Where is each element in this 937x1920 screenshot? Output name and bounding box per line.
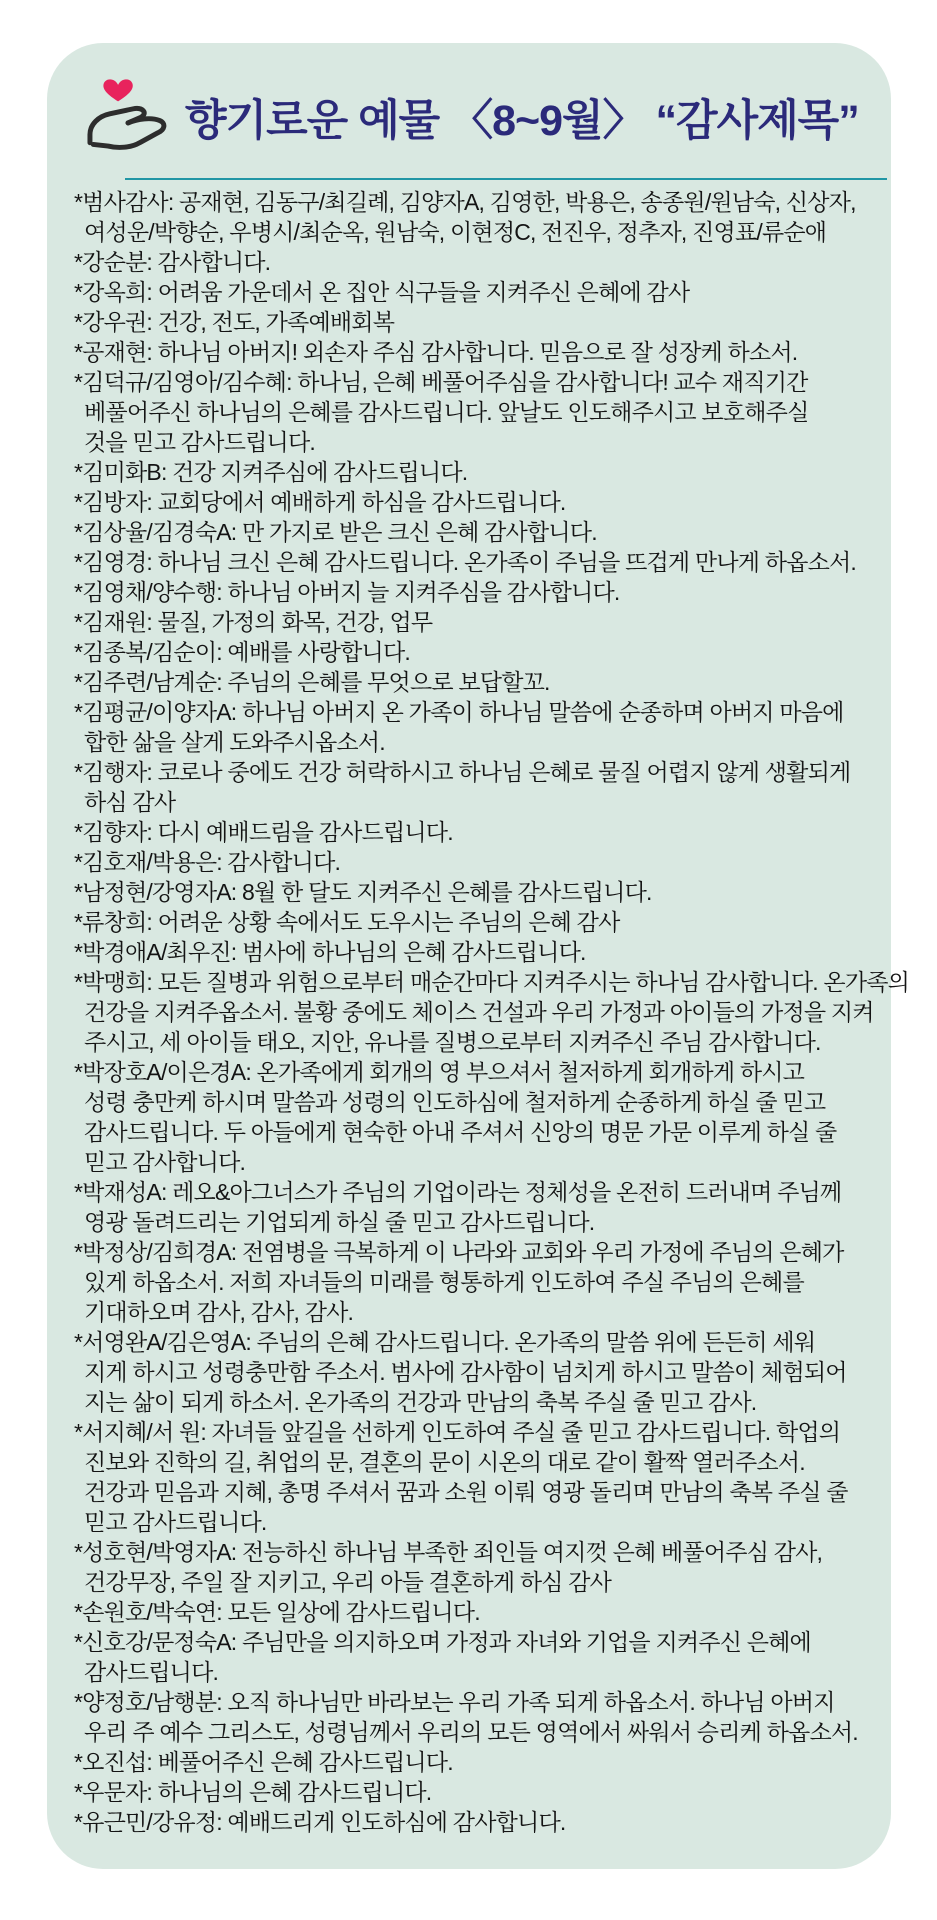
entry-line: *박경애A/최우진: 범사에 하나님의 은혜 감사드립니다. — [74, 939, 586, 965]
entry-line: *김미화B: 건강 지켜주심에 감사드립니다. — [74, 459, 468, 485]
entry-line: 여성운/박향순, 우병시/최순옥, 원남숙, 이현정C, 전진우, 정추자, 진영표/류순애 — [84, 219, 827, 245]
entry-line: 지게 하시고 성령충만함 주소서. 범사에 감사함이 넘치게 하시고 말씀이 체험되어 — [84, 1359, 847, 1385]
entry-line: 믿고 감사합니다. — [84, 1149, 246, 1175]
entry-line: *오진섭: 베풀어주신 은혜 감사드립니다. — [74, 1749, 453, 1775]
entry-line: *김호재/박용은: 감사합니다. — [74, 849, 341, 875]
entry-line: *김덕규/김영아/김수혜: 하나님, 은혜 베풀어주심을 감사합니다! 교수 재직기간 — [74, 369, 808, 395]
entry-line: *유근민/강유정: 예배드리게 인도하심에 감사합니다. — [74, 1809, 566, 1835]
entry-line: 우리 주 예수 그리스도, 성령님께서 우리의 모든 영역에서 싸워서 승리케 하옵소서. — [84, 1719, 858, 1745]
entry-line: *신호강/문정숙A: 주님만을 의지하오며 가정과 자녀와 기업을 지켜주신 은혜에 — [74, 1629, 811, 1655]
entry-line: *성호현/박영자A: 전능하신 하나님 부족한 죄인들 여지껏 은혜 베풀어주심 감사, — [74, 1539, 823, 1565]
heart-shape — [103, 79, 132, 101]
entry-line: *김방자: 교회당에서 예배하게 하심을 감사드립니다. — [74, 489, 566, 515]
entry-line: *남정현/강영자A: 8월 한 달도 지켜주신 은혜를 감사드립니다. — [74, 879, 652, 905]
entry-line: 것을 믿고 감사드립니다. — [84, 429, 315, 455]
entry-line: 합한 삶을 살게 도와주시옵소서. — [84, 729, 385, 755]
entry-line: *손원호/박숙연: 모든 일상에 감사드립니다. — [74, 1599, 480, 1625]
entry-line: *류창희: 어려운 상황 속에서도 도우시는 주님의 은혜 감사 — [74, 909, 620, 935]
entry-line: 진보와 진학의 길, 취업의 문, 결혼의 문이 시온의 대로 같이 활짝 열러주소서. — [84, 1449, 805, 1475]
entry-line: *김영채/양수행: 하나님 아버지 늘 지켜주심을 감사합니다. — [74, 579, 620, 605]
thanksgiving-list — [74, 187, 910, 1837]
entry-line: *양정호/남행분: 오직 하나님만 바라보는 우리 가족 되게 하옵소서. 하나님 아버지 — [74, 1689, 835, 1715]
entry-line: 하심 감사 — [84, 789, 176, 815]
entry-line: 영광 돌려드리는 기업되게 하실 줄 믿고 감사드립니다. — [84, 1209, 595, 1235]
entry-line: *우문자: 하나님의 은혜 감사드립니다. — [74, 1779, 432, 1805]
entry-line: *강옥희: 어려움 가운데서 온 집안 식구들을 지켜주신 은혜에 감사 — [74, 279, 690, 305]
thanksgiving-card — [47, 43, 910, 1869]
entry-line: *김재원: 물질, 가정의 화목, 건강, 업무 — [74, 609, 433, 635]
card-header — [85, 71, 859, 151]
page-title: 향기로운 예물 〈8~9월〉 “감사제목” — [185, 97, 859, 145]
entry-line: 믿고 감사드립니다. — [84, 1509, 267, 1535]
title-underline — [125, 178, 887, 180]
entry-line: 건강무장, 주일 잘 지키고, 우리 아들 결혼하게 하심 감사 — [84, 1569, 612, 1595]
entry-line: *서영완A/김은영A: 주님의 은혜 감사드립니다. 온가족의 말씀 위에 든든히 세워 — [74, 1329, 816, 1355]
entry-line: 주시고, 세 아이들 태오, 지안, 유나를 질병으로부터 지켜주신 주님 감사합니다. — [84, 1029, 821, 1055]
entry-line: *김영경: 하나님 크신 은혜 감사드립니다. 온가족이 주님을 뜨겁게 만나게 하옵소서. — [74, 549, 857, 575]
entry-line: 건강과 믿음과 지혜, 총명 주셔서 꿈과 소원 이뤄 영광 돌리며 만남의 축복 주실 줄 — [84, 1479, 848, 1505]
entry-line: *박맹희: 모든 질병과 위험으로부터 매순간마다 지켜주시는 하나님 감사합니다. 온가족의 — [74, 969, 910, 995]
entry-line: *서지혜/서 원: 자녀들 앞길을 선하게 인도하여 주실 줄 믿고 감사드립니다. 학업의 — [74, 1419, 841, 1445]
hand-shape — [90, 108, 164, 147]
entry-line: *박재성A: 레오&아그너스가 주님의 기업이라는 정체성을 온전히 드러내며 주님께 — [74, 1179, 842, 1205]
entry-line: *김종복/김순이: 예배를 사랑합니다. — [74, 639, 410, 665]
hand-heart-icon — [85, 73, 171, 153]
entry-line: *강순분: 감사합니다. — [74, 249, 271, 275]
entry-line: 있게 하옵소서. 저희 자녀들의 미래를 형통하게 인도하여 주실 주님의 은혜를 — [84, 1269, 804, 1295]
entry-line: *강우권: 건강, 전도, 가족예배회복 — [74, 309, 395, 335]
entry-line: 성령 충만케 하시며 말씀과 성령의 인도하심에 철저하게 순종하게 하실 줄 믿고 — [84, 1089, 826, 1115]
entry-line: 감사드립니다. 두 아들에게 현숙한 아내 주셔서 신앙의 명문 가문 이루게 하실 줄 — [84, 1119, 837, 1145]
entry-line: *김평균/이양자A: 하나님 아버지 온 가족이 하나님 말씀에 순종하며 아버지 마음에 — [74, 699, 844, 725]
entry-line: *김향자: 다시 예배드림을 감사드립니다. — [74, 819, 453, 845]
entry-line: 건강을 지켜주옵소서. 불황 중에도 체이스 건설과 우리 가정과 아이들의 가정을 지켜 — [84, 999, 874, 1025]
entry-line: 기대하오며 감사, 감사, 감사. — [84, 1299, 354, 1325]
entry-line: *김주련/남계순: 주님의 은혜를 무엇으로 보답할꼬. — [74, 669, 550, 695]
entry-line: *김상율/김경숙A: 만 가지로 받은 크신 은혜 감사합니다. — [74, 519, 597, 545]
entry-line: 베풀어주신 하나님의 은혜를 감사드립니다. 앞날도 인도해주시고 보호해주실 — [84, 399, 809, 425]
entry-line: *박정상/김희경A: 전염병을 극복하게 이 나라와 교회와 우리 가정에 주님의 은혜가 — [74, 1239, 844, 1265]
entry-line: *김행자: 코로나 중에도 건강 허락하시고 하나님 은혜로 물질 어렵지 않게 생활되게 — [74, 759, 851, 785]
entry-line: 지는 삶이 되게 하소서. 온가족의 건강과 만남의 축복 주실 줄 믿고 감사. — [84, 1389, 757, 1415]
entry-line: *박장호A/이은경A: 온가족에게 회개의 영 부으셔서 철저하게 회개하게 하시고 — [74, 1059, 805, 1085]
entry-line: 감사드립니다. — [84, 1659, 219, 1685]
entry-line: *공재현: 하나님 아버지! 외손자 주심 감사합니다. 믿음으로 잘 성장케 하소서. — [74, 339, 798, 365]
entry-line: *범사감사: 공재현, 김동구/최길례, 김양자A, 김영한, 박용은, 송종원/원남숙, 신상자, — [74, 189, 856, 215]
